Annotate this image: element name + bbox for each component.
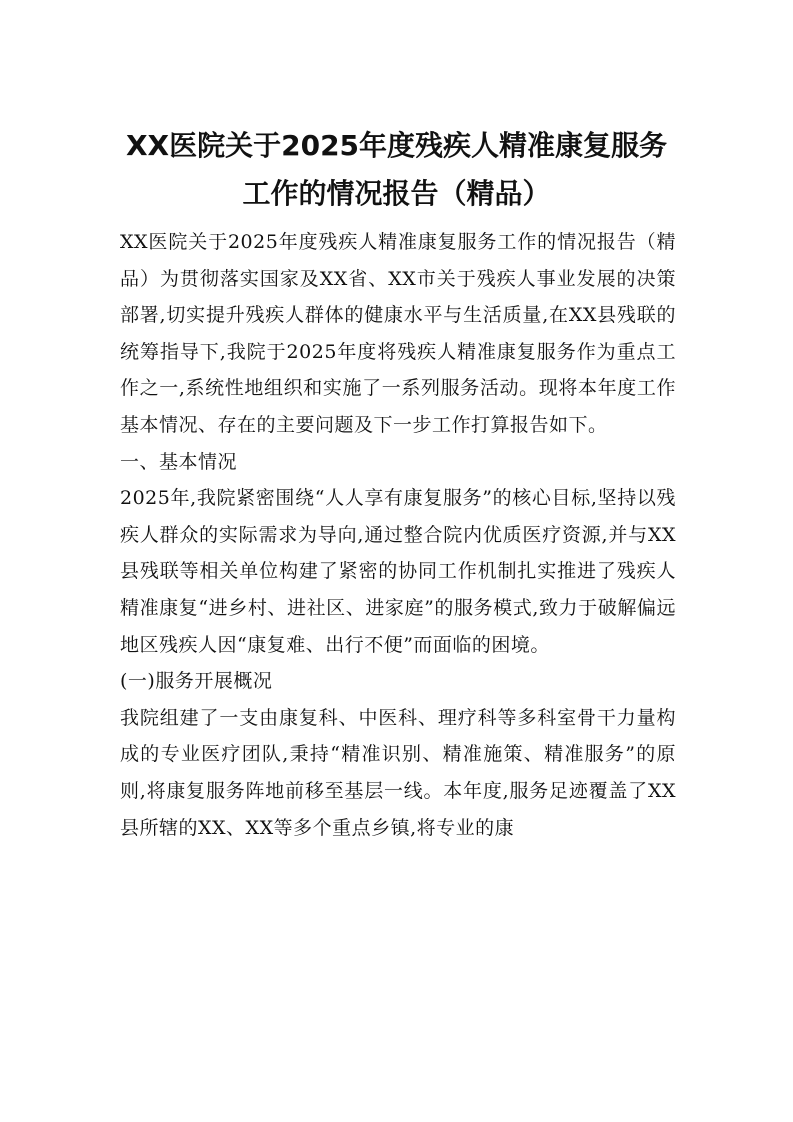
basic-situation-paragraph: 2025年,我院紧密围绕“人人享有康复服务”的核心目标,坚持以残疾人群众的实际需求为导向,通过整合院内优质医疗资源,并与XX县残联等相关单位构建了紧密的协同工作机制扎实推进了残疾人精准康复“进乡村、进社区、进家庭”的服务模式,致力于破解偏远地区残疾人因“康复难、出行不便”而面临的困境。 (120, 487, 676, 656)
document-body (120, 224, 676, 846)
intro-paragraph: XX医院关于2025年度残疾人精准康复服务工作的情况报告（精品）为贯彻落实国家及XX省、XX市关于残疾人事业发展的决策部署,切实提升残疾人群体的健康水平与生活质量,在XX县残联的统筹指导下,我院于2025年度将残疾人精准康复服务作为重点工作之一,系统性地组织和实施了一系列服务活动。现将本年度工作基本情况、存在的主要问题及下一步工作打算报告如下。 (120, 231, 676, 436)
service-overview-paragraph: 我院组建了一支由康复科、中医科、理疗科等多科室骨干力量构成的专业医疗团队,秉持“精准识别、精准施策、精准服务”的原则,将康复服务阵地前移至基层一线。本年度,服务足迹覆盖了XX县所辖的XX、XX等多个重点乡镇,将专业的康 (120, 706, 676, 839)
document-title-line-1: XX医院关于2025年度残疾人精准康复服务 (125, 129, 668, 162)
section-heading-basic-situation: 一、基本情况 (120, 450, 238, 473)
document-title-line-2: 工作的情况报告（精品） (242, 177, 551, 210)
subsection-heading-service-overview: (一)服务开展概况 (120, 670, 273, 693)
